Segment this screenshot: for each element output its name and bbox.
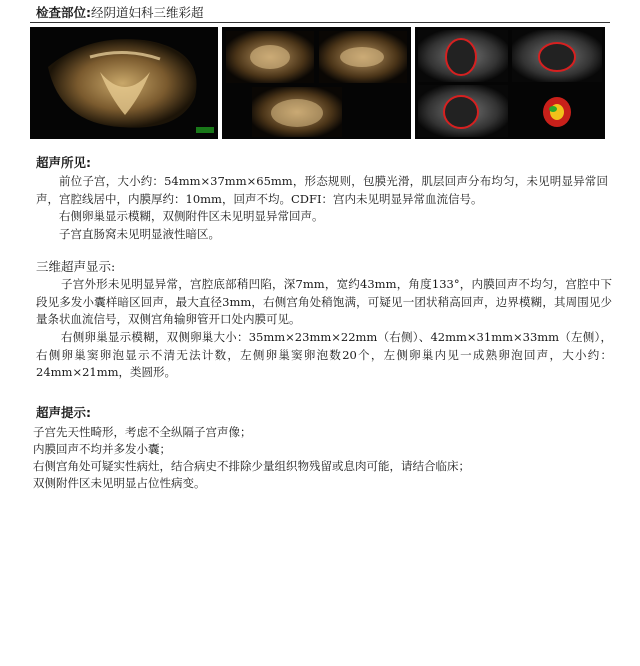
ultrasound-image-3d-render <box>30 27 218 139</box>
conclusion-item: 右侧宫角处可疑实性病灶，结合病史不排除少量组织物残留或息肉可能，请结合临床； <box>33 459 470 473</box>
header-divider <box>30 22 610 23</box>
conclusion-item: 子宫先天性畸形，考虑不全纵隔子宫声像； <box>33 425 252 439</box>
conclusion-item: 双侧附件区未见明显占位性病变。 <box>33 476 206 490</box>
exam-site <box>36 4 204 22</box>
findings-title: 超声所见: <box>36 155 91 170</box>
threed-paragraph-uterus: 子宫外形未见明显异常，宫腔底部稍凹陷，深7mm，宽约43mm，角度133°，内膜回声不均匀，宫腔中下段见多发小囊样暗区回声，最大直径3mm，右侧宫角处稍饱满，可疑见一团状稍高回声，边界模糊，其周围见少量条状血流信号，双侧宫角输卵管开口处内膜可见。 <box>36 277 612 326</box>
threed-paragraph-ovary: 右侧卵巢显示模糊，双侧卵巢大小：35mm×23mm×22mm（右侧）、42mm×31mm×33mm（左侧），右侧卵巢窦卵泡显示不清无法计数，左侧卵巢窦卵泡数20个，左侧卵巢内见一成熟卵泡回声，大小约：24mm×21mm，类圆形。 <box>36 330 612 379</box>
conclusion-item: 内膜回声不均并多发小囊； <box>33 442 171 456</box>
findings-paragraph-ovary: 右侧卵巢显示模糊，双侧附件区未见明显异常回声。 <box>59 209 324 223</box>
exam-site-label: 检查部位: <box>36 5 91 20</box>
exam-site-value: 经阴道妇科三维彩超 <box>91 5 204 20</box>
ultrasound-image-multiplanar <box>222 27 411 139</box>
threed-title: 三维超声显示: <box>36 259 116 274</box>
findings-paragraph-uterus: 前位子宫，大小约：54mm×37mm×65mm，形态规则，包膜光滑，肌层回声分布均匀，未见明显异常回声，宫腔线居中，内膜厚约：10mm，回声不均。CDFI：宫内未见明显异常血流信号。 <box>36 174 608 206</box>
conclusion-title: 超声提示: <box>36 405 91 420</box>
findings-paragraph-pouch: 子宫直肠窝未见明显液性暗区。 <box>59 227 220 241</box>
ultrasound-image-volume-outline <box>415 27 605 139</box>
